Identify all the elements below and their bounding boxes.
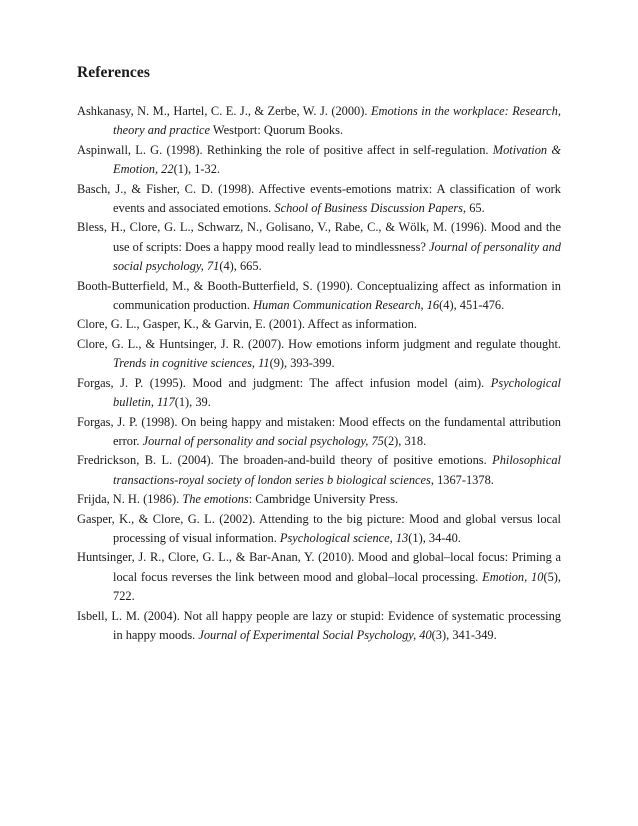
reference-entry [77,607,561,646]
reference-source: Emotion, 10 [482,569,544,584]
reference-details: (9), 393-399. [269,356,335,371]
reference-text: Frijda, N. H. (1986). [77,492,183,507]
reference-details: (1), 1-32. [173,162,221,177]
reference-entry [77,451,561,490]
reference-entry [77,335,561,374]
reference-source: Trends in cognitive sciences, 11 [113,356,270,371]
reference-details: (3), 341-349. [431,627,497,642]
reference-entry [77,315,561,334]
reference-source: Journal of Experimental Social Psychology, 40 [198,627,432,642]
reference-entry [77,218,561,276]
reference-details: (4), 665. [219,259,262,274]
reference-text: Gasper, K., & Clore, G. L. (2002). Attending to the big picture: Mood and global versus local processing of visual information. [77,511,561,545]
reference-source: Philosophical transactions-royal society of london series b biological sciences [113,453,561,487]
reference-text: Forgas, J. P. (1998). On being happy and mistaken: Mood effects on the fundamental attribution error. [77,414,561,448]
reference-entry [77,277,561,316]
reference-entry [77,548,561,606]
reference-details: , 65. [463,201,485,216]
reference-source: Psychological science, 13 [279,530,409,545]
reference-source: The emotions [182,492,249,507]
reference-details: Westport: Quorum Books. [210,123,344,138]
reference-source: School of Business Discussion Papers [274,201,463,216]
reference-source: Motivation & Emotion, 22 [113,142,562,177]
reference-text: Forgas, J. P. (1995). Mood and judgment: The affect infusion model (aim). [77,375,491,390]
reference-details: (4), 451-476. [439,298,505,313]
reference-source: Psychological bulletin, 117 [113,375,561,410]
reference-source: Journal of personality and social psychology, 71 [113,239,561,274]
reference-entry [77,374,561,413]
reference-text: Ashkanasy, N. M., Hartel, C. E. J., & Zerbe, W. J. (2000). [77,104,371,118]
reference-details: : Cambridge University Press. [248,492,399,507]
reference-text: Bless, H., Clore, G. L., Schwarz, N., Golisano, V., Rabe, C., & Wölk, M. (1996). Mood and the use of scripts: Does a happy mood really lead to mindlessness? [77,220,561,254]
reference-text: Aspinwall, L. G. (1998). Rethinking the role of positive affect in self-regulation. [77,142,493,157]
reference-details: (5), 722. [113,569,561,604]
reference-details: , 1367-1378. [430,472,494,487]
reference-source: Human Communication Research, 16 [253,298,440,313]
reference-text: Clore, G. L., Gasper, K., & Garvin, E. (2001). Affect as information. [77,317,417,332]
reference-entry [77,510,561,549]
reference-text: Booth-Butterfield, M., & Booth-Butterfield, S. (1990). Conceptualizing affect as information in communication production. [77,278,561,313]
reference-text: Isbell, L. M. (2004). Not all happy people are lazy or stupid: Evidence of systematic processing in happy moods. [77,608,561,642]
reference-details: (1), 39. [174,395,211,410]
reference-entry [77,102,561,141]
reference-list [77,102,561,645]
reference-text: Huntsinger, J. R., Clore, G. L., & Bar-Anan, Y. (2010). Mood and global–local focus: Priming a local focus reverses the link between mood and global–local processing. [77,550,561,584]
reference-text: Clore, G. L., & Huntsinger, J. R. (2007). How emotions inform judgment and regulate thought. [77,336,561,351]
reference-source: Emotions in the workplace: Research, theory and practice [113,104,561,138]
reference-details: (1), 34-40. [408,530,461,545]
reference-source: Journal of personality and social psychology, 75 [142,433,384,448]
reference-entry [77,490,561,509]
reference-entry [77,413,561,452]
references-heading: References [77,64,151,81]
reference-entry [77,141,561,180]
reference-entry [77,180,561,219]
reference-text: Fredrickson, B. L. (2004). The broaden-and-build theory of positive emotions. [77,453,493,468]
reference-text: Basch, J., & Fisher, C. D. (1998). Affective events-emotions matrix: A classification of work events and associated emotions. [77,181,561,216]
reference-details: (2), 318. [383,433,427,448]
